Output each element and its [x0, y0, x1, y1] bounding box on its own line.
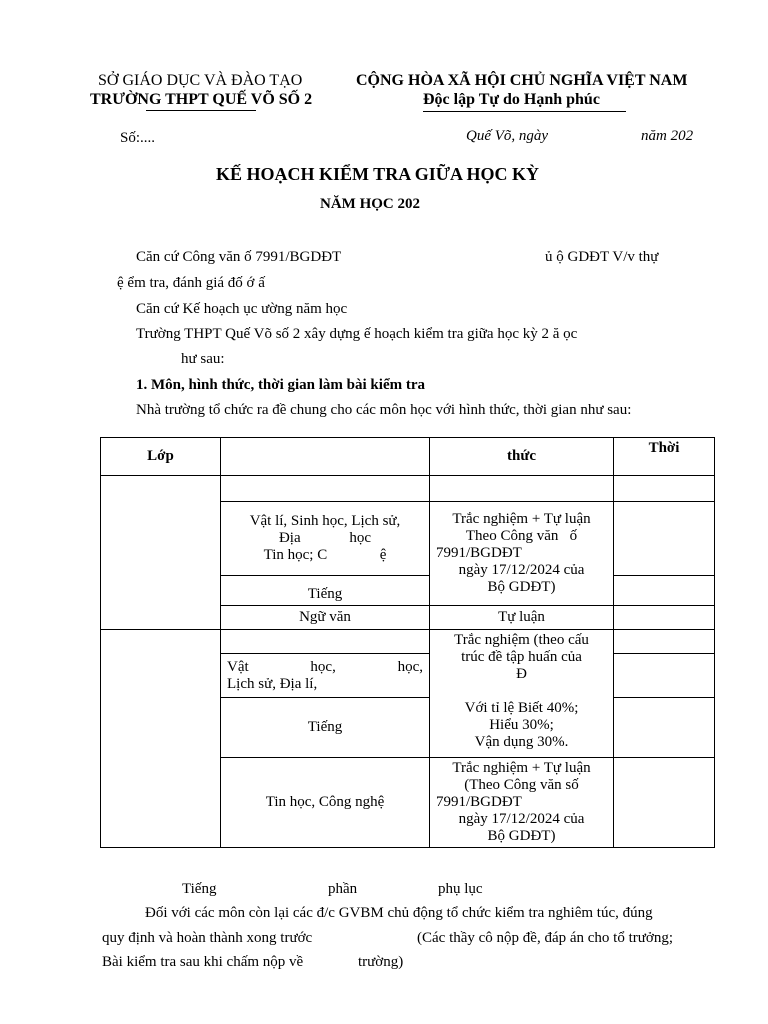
format-line: ngày 17/12/2024 của: [458, 562, 585, 578]
table-cell: [614, 606, 715, 630]
format-line: trúc đề tập huấn của: [461, 649, 582, 665]
header-department: SỞ GIÁO DỤC VÀ ĐÀO TẠO: [98, 72, 303, 89]
header-country: CỘNG HÒA XÃ HỘI CHỦ NGHĨA VIỆT NAM: [356, 72, 688, 89]
format-line: Trắc nghiệm + Tự luận: [452, 760, 591, 776]
subject-literature: Ngữ văn: [221, 606, 430, 630]
subject-language: Tiếng: [221, 576, 430, 606]
format-mixed-2: [430, 758, 614, 848]
paragraph-legal-basis-1b: ủ ộ GDĐT V/v thự: [545, 249, 659, 265]
format-line: ngày 17/12/2024 của: [458, 811, 585, 827]
footer-language-b: phần: [328, 881, 358, 897]
page-subtitle: NĂM HỌC 202: [320, 196, 420, 212]
table-cell: [430, 476, 614, 502]
place-date: Quế Võ, ngày: [466, 128, 549, 144]
subject-line: Vật lí, Sinh học, Lịch sử,: [249, 513, 401, 529]
subject-science-social-group: [221, 654, 430, 698]
format-line: 7991/BGDĐT: [436, 794, 522, 810]
table-cell: [221, 630, 430, 654]
page-title: KẾ HOẠCH KIỂM TRA GIỮA HỌC KỲ: [216, 164, 540, 184]
format-line: Đ: [516, 666, 527, 682]
format-line: Trắc nghiệm + Tự luận: [452, 511, 591, 527]
section-heading-1: 1. Môn, hình thức, thời gian làm bài kiểm tra: [136, 377, 425, 393]
header-school-underline: [146, 110, 256, 111]
paragraph-plan-b: hư sau:: [181, 351, 225, 367]
exam-schedule-table: [100, 437, 715, 848]
table-cell: [614, 758, 715, 848]
format-line: (Theo Công văn số: [464, 777, 579, 793]
header-subject: [221, 438, 430, 476]
class-group-1: [101, 476, 221, 630]
format-line: Bộ GDĐT): [487, 579, 556, 595]
header-time: Thời: [614, 438, 715, 476]
footer-deadline-b: (Các thầy cô nộp đề, đáp án cho tổ trưởng;: [417, 930, 673, 946]
class-group-2: [101, 630, 221, 848]
header-school: TRƯỜNG THPT QUẾ VÕ SỐ 2: [90, 91, 313, 108]
paragraph-legal-basis-1a: Căn cứ Công văn ố 7991/BGDĐT: [136, 249, 342, 265]
paragraph-legal-basis-1c: ệ ểm tra, đánh giá đố ớ ấ: [117, 275, 265, 291]
table-cell: [221, 476, 430, 502]
subject-line: Lịch sử, Địa lí,: [227, 675, 318, 692]
footer-submit-a: Bài kiểm tra sau khi chấm nộp về: [102, 954, 304, 970]
format-essay: Tự luận: [430, 606, 614, 630]
paragraph-plan-a: Trường THPT Quế Võ số 2 xây dựng ế hoạch kiểm tra giữa học kỳ 2 ă ọc: [136, 326, 578, 342]
footer-submit-b: trường): [358, 954, 404, 970]
table-cell: [614, 698, 715, 758]
footer-deadline-a: quy định và hoàn thành xong trước: [102, 930, 313, 946]
table-cell: [614, 654, 715, 698]
format-mixed: [430, 502, 614, 606]
year: năm 202: [641, 128, 694, 144]
format-line: 7991/BGDĐT: [436, 545, 522, 561]
footer-language-c: phụ lục: [438, 881, 483, 897]
format-line: Vận dụng 30%.: [474, 734, 569, 750]
section-intro: Nhà trường tổ chức ra đề chung cho các môn học với hình thức, thời gian như sau:: [136, 402, 632, 418]
footer-other-subjects: Đối với các môn còn lại các đ/c GVBM chủ động tổ chức kiểm tra nghiêm túc, đúng: [145, 905, 653, 921]
subject-language-2: Tiếng: [221, 698, 430, 758]
subject-line: Tin học; C ệ: [263, 547, 387, 563]
format-line: Theo Công văn ố: [465, 528, 578, 544]
subject-line: Địa học: [278, 530, 372, 546]
paragraph-legal-basis-2: Căn cứ Kế hoạch ục ường năm học: [136, 301, 348, 317]
table-header-row: [101, 438, 715, 476]
format-line: Trắc nghiệm (theo cấu: [454, 632, 589, 648]
format-line: Với tỉ lệ Biết 40%;: [464, 700, 579, 716]
footer-language-a: Tiếng: [182, 881, 217, 897]
table-cell: [614, 502, 715, 576]
table-row: [101, 476, 715, 502]
header-format: thức: [430, 438, 614, 476]
table-cell: [614, 476, 715, 502]
format-multiple-choice: [430, 630, 614, 758]
format-line: Bộ GDĐT): [487, 828, 556, 844]
document-number: Số:....: [120, 130, 156, 146]
header-motto-underline: [423, 111, 626, 112]
header-class: Lớp: [101, 438, 221, 476]
table-cell: [614, 630, 715, 654]
table-row: [101, 630, 715, 654]
subject-it-technology: Tin học, Công nghệ: [221, 758, 430, 848]
table-cell: [614, 576, 715, 606]
subject-science-group: [221, 502, 430, 576]
header-motto: Độc lập Tự do Hạnh phúc: [423, 91, 600, 108]
subject-line: Vật học, học,: [227, 658, 423, 675]
format-line: Hiểu 30%;: [489, 717, 554, 733]
